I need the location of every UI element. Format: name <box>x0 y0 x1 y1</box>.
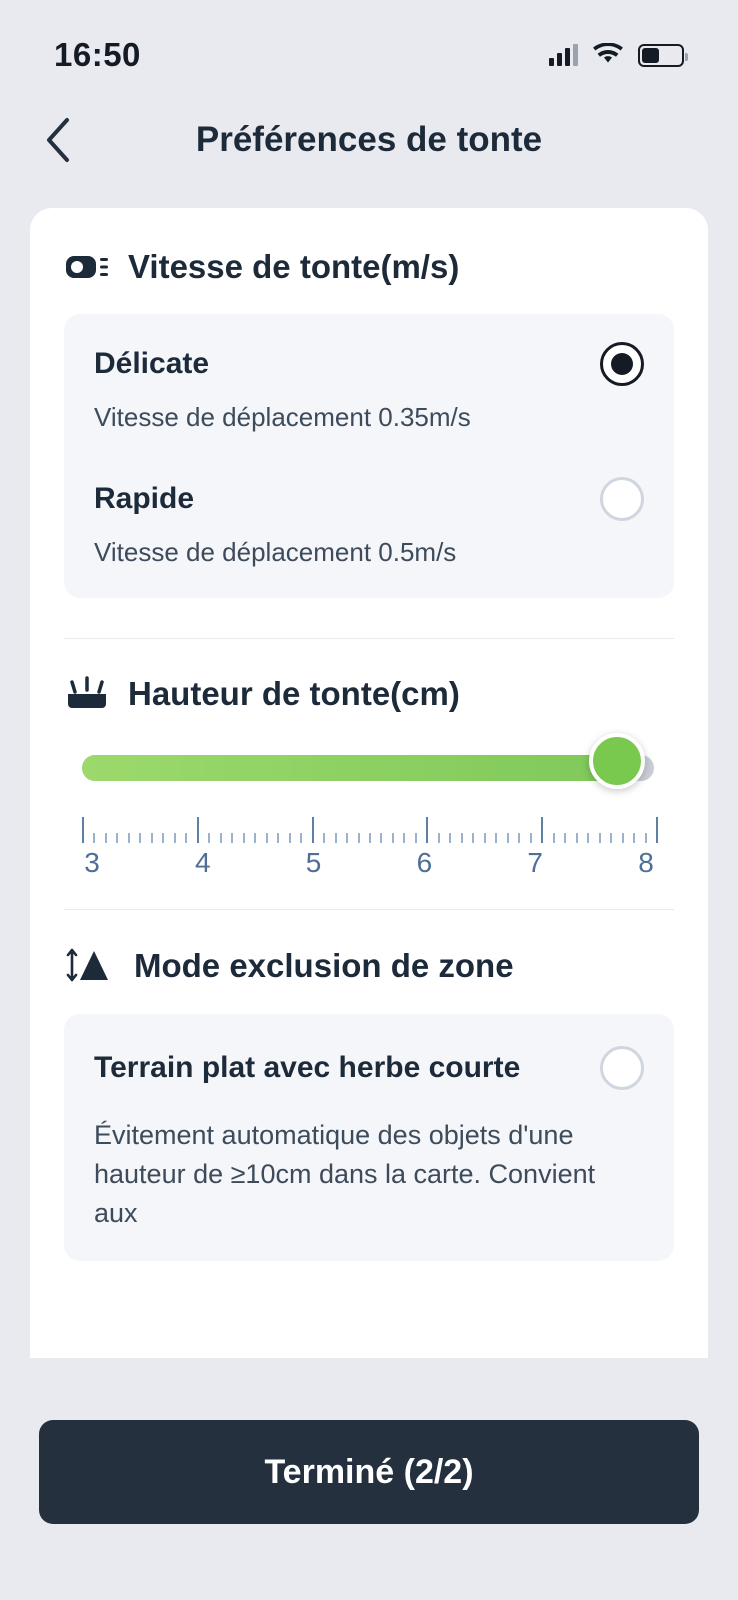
ruler-tick <box>174 833 176 843</box>
height-slider-thumb[interactable] <box>589 733 645 789</box>
ruler-tick <box>610 833 612 843</box>
speed-option-rapide-radio[interactable] <box>600 477 644 521</box>
ruler-tick <box>380 833 382 843</box>
ruler-tick <box>438 833 440 843</box>
height-tick-label: 4 <box>195 847 211 878</box>
ruler-tick <box>576 833 578 843</box>
ruler-tick <box>151 833 153 843</box>
ruler-tick <box>243 833 245 843</box>
ruler-tick <box>403 833 405 843</box>
ruler-tick <box>220 833 222 843</box>
ruler-tick <box>266 833 268 843</box>
exclusion-option-flat-radio[interactable] <box>600 1046 644 1090</box>
height-section-title: Hauteur de tonte(cm) <box>128 675 460 712</box>
height-tick-label: 7 <box>527 847 543 878</box>
ruler-tick <box>277 833 279 843</box>
height-ruler <box>82 809 656 843</box>
ruler-tick <box>300 833 302 843</box>
speed-section-header <box>64 248 674 286</box>
ruler-tick <box>392 833 394 843</box>
ruler-tick <box>599 833 601 843</box>
ruler-tick <box>323 833 325 843</box>
ruler-tick <box>346 833 348 843</box>
ruler-tick <box>105 833 107 843</box>
ruler-tick <box>541 817 543 843</box>
height-section-header <box>64 675 674 713</box>
settings-card <box>30 208 708 1358</box>
height-section <box>64 639 674 879</box>
speedometer-icon <box>64 250 110 284</box>
height-tick-label: 5 <box>305 847 322 878</box>
battery-icon <box>638 44 684 67</box>
ruler-tick <box>645 833 647 843</box>
speed-option-delicate[interactable] <box>94 342 644 386</box>
height-slider-track[interactable] <box>82 755 654 781</box>
ruler-tick <box>622 833 624 843</box>
ruler-tick <box>162 833 164 843</box>
ruler-tick <box>231 833 233 843</box>
speed-option-rapide[interactable] <box>94 477 644 521</box>
ruler-tick <box>507 833 509 843</box>
ruler-tick <box>426 817 428 843</box>
exclusion-option-flat-desc: Évitement automatique des objets d'une hauteur de ≥10cm dans la carte. Convient aux <box>94 1120 596 1229</box>
exclusion-section-title: Mode exclusion de zone <box>134 947 514 984</box>
ruler-tick <box>139 833 141 843</box>
status-bar <box>0 0 738 92</box>
exclusion-option-flat-label: Terrain plat avec herbe courte <box>94 1051 521 1084</box>
ruler-tick <box>530 833 532 843</box>
ruler-tick <box>197 817 199 843</box>
ruler-tick <box>358 833 360 843</box>
exclusion-option-flat[interactable] <box>94 1046 644 1090</box>
ruler-tick <box>484 833 486 843</box>
ruler-tick <box>254 833 256 843</box>
ruler-tick <box>449 833 451 843</box>
ruler-tick <box>553 833 555 843</box>
status-icons <box>549 43 684 67</box>
page-header <box>0 92 738 188</box>
ruler-tick <box>369 833 371 843</box>
speed-option-delicate-radio[interactable] <box>600 342 644 386</box>
ruler-tick <box>518 833 520 843</box>
obstacle-height-icon <box>64 946 116 986</box>
ruler-tick <box>633 833 635 843</box>
grass-icon <box>64 676 110 712</box>
speed-option-rapide-label: Rapide <box>94 482 195 515</box>
height-tick-label: 3 <box>84 847 100 878</box>
ruler-tick <box>82 817 84 843</box>
height-scale-labels <box>70 847 668 879</box>
done-button[interactable]: Terminé (2/2) <box>39 1420 699 1524</box>
status-time: 16:50 <box>54 36 141 73</box>
ruler-tick <box>461 833 463 843</box>
ruler-tick <box>335 833 337 843</box>
exclusion-section-header <box>64 946 674 986</box>
ruler-tick <box>472 833 474 843</box>
speed-option-delicate-label: Délicate <box>94 347 210 380</box>
height-tick-label: 6 <box>416 847 433 878</box>
wifi-icon <box>592 43 624 67</box>
ruler-tick <box>116 833 118 843</box>
height-slider[interactable] <box>64 741 674 797</box>
back-button[interactable] <box>34 116 82 164</box>
ruler-tick <box>656 817 658 843</box>
ruler-tick <box>564 833 566 843</box>
footer-bar <box>0 1358 738 1600</box>
height-slider-fill <box>82 755 614 781</box>
speed-options-group <box>64 314 674 598</box>
ruler-tick <box>495 833 497 843</box>
ruler-tick <box>185 833 187 843</box>
exclusion-section <box>64 910 674 1261</box>
ruler-tick <box>128 833 130 843</box>
speed-option-delicate-desc: Vitesse de déplacement 0.35m/s <box>94 402 471 432</box>
ruler-tick <box>208 833 210 843</box>
cellular-signal-icon <box>549 44 578 66</box>
exclusion-options-group <box>64 1014 674 1261</box>
page-title: Préférences de tonte <box>195 120 543 159</box>
ruler-tick <box>289 833 291 843</box>
chevron-left-icon <box>43 116 73 164</box>
speed-section-title: Vitesse de tonte(m/s) <box>128 248 460 285</box>
ruler-tick <box>415 833 417 843</box>
speed-option-rapide-desc: Vitesse de déplacement 0.5m/s <box>94 537 457 567</box>
ruler-tick <box>93 833 95 843</box>
ruler-tick <box>587 833 589 843</box>
height-tick-label: 8 <box>638 847 654 878</box>
ruler-tick <box>312 817 314 843</box>
